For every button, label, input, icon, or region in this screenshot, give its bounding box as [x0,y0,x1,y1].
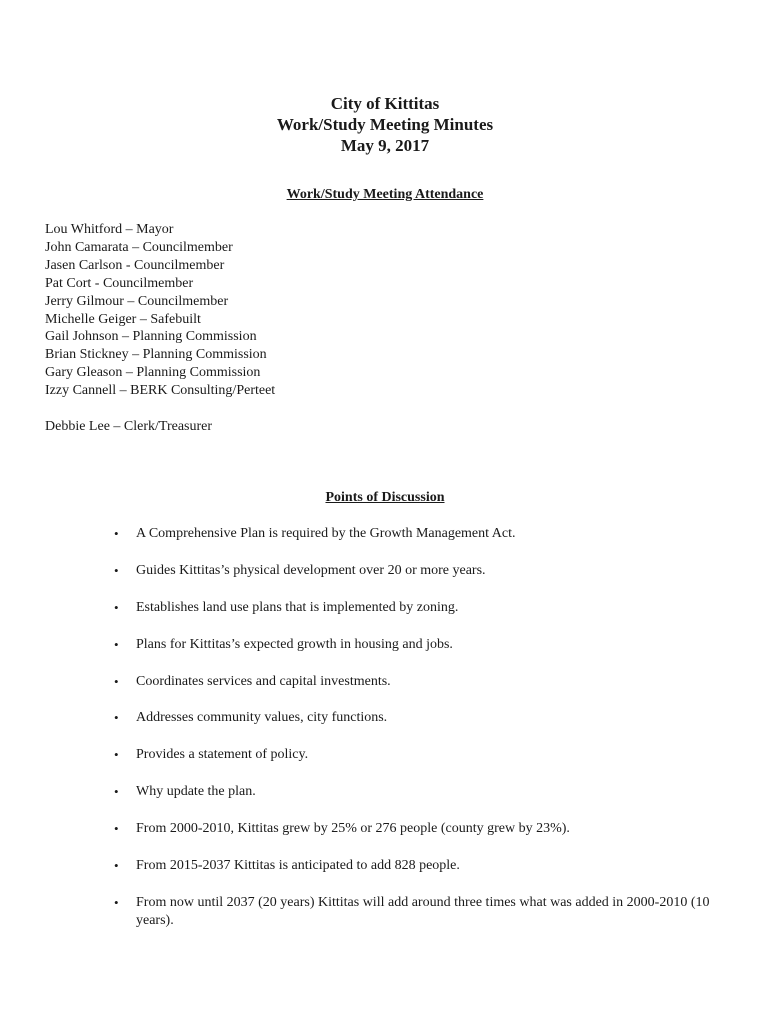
document-header [0,93,770,156]
bullet-icon: • [114,821,119,837]
attendee-item: John Camarata – Councilmember [45,239,233,255]
bullet-icon: • [114,747,119,763]
discussion-point-text: Provides a statement of policy. [136,747,309,763]
discussion-points-list [0,525,770,949]
attendee-item: Jasen Carlson - Councilmember [45,257,225,273]
attendee-item: Lou Whitford – Mayor [45,222,174,237]
discussion-point [0,709,770,727]
bullet-icon: • [114,636,119,652]
discussion-point [0,636,770,654]
clerk-entry: Debbie Lee – Clerk/Treasurer [45,419,213,434]
discussion-point [0,894,770,930]
discussion-point-text: Plans for Kittitas’s expected growth in housing and jobs. [136,636,453,652]
discussion-heading: Points of Discussion [325,490,445,505]
bullet-icon: • [114,710,119,726]
discussion-point-text: From now until 2037 (20 years) Kittitas will add around three times what was added in 2000-2010 (10 years). [136,894,710,928]
bullet-icon: • [114,526,119,541]
attendee-item: Gary Gleason – Planning Commission [45,365,261,381]
discussion-point [0,562,770,580]
discussion-point [0,525,770,543]
meeting-date: May 9, 2017 [340,136,430,155]
discussion-point-text: Why update the plan. [136,784,256,800]
discussion-point-text: From 2015-2037 Kittitas is anticipated to add 828 people. [136,858,460,874]
discussion-point [0,746,770,764]
attendance-heading: Work/Study Meeting Attendance [286,187,484,202]
discussion-point [0,857,770,875]
attendee-item: Gail Johnson – Planning Commission [45,329,257,345]
discussion-point [0,783,770,801]
discussion-point [0,820,770,838]
bullet-icon: • [114,562,119,578]
city-name: City of Kittitas [330,94,440,113]
attendee-list [45,221,275,400]
attendee-item: Brian Stickney – Planning Commission [45,347,267,363]
attendee-item: Jerry Gilmour – Councilmember [45,293,229,309]
bullet-icon: • [114,673,119,689]
attendee-item: Izzy Cannell – BERK Consulting/Perteet [45,383,276,399]
bullet-icon: • [114,894,119,910]
discussion-point-text: Addresses community values, city functions. [136,710,388,726]
discussion-point-text: From 2000-2010, Kittitas grew by 25% or 276 people (county grew by 23%). [136,821,570,837]
discussion-point-text: Coordinates services and capital investments. [136,673,391,689]
attendee-item: Michelle Geiger – Safebuilt [45,311,201,327]
discussion-point-text: Guides Kittitas’s physical development over 20 or more years. [136,562,486,578]
bullet-icon: • [114,599,119,615]
bullet-icon: • [114,784,119,800]
discussion-point [0,673,770,691]
bullet-icon: • [114,858,119,874]
discussion-point [0,599,770,617]
document-title: Work/Study Meeting Minutes [276,115,494,134]
discussion-point-text: A Comprehensive Plan is required by the Growth Management Act. [136,526,516,541]
attendee-item: Pat Cort - Councilmember [45,275,194,291]
discussion-point-text: Establishes land use plans that is implemented by zoning. [136,599,459,615]
